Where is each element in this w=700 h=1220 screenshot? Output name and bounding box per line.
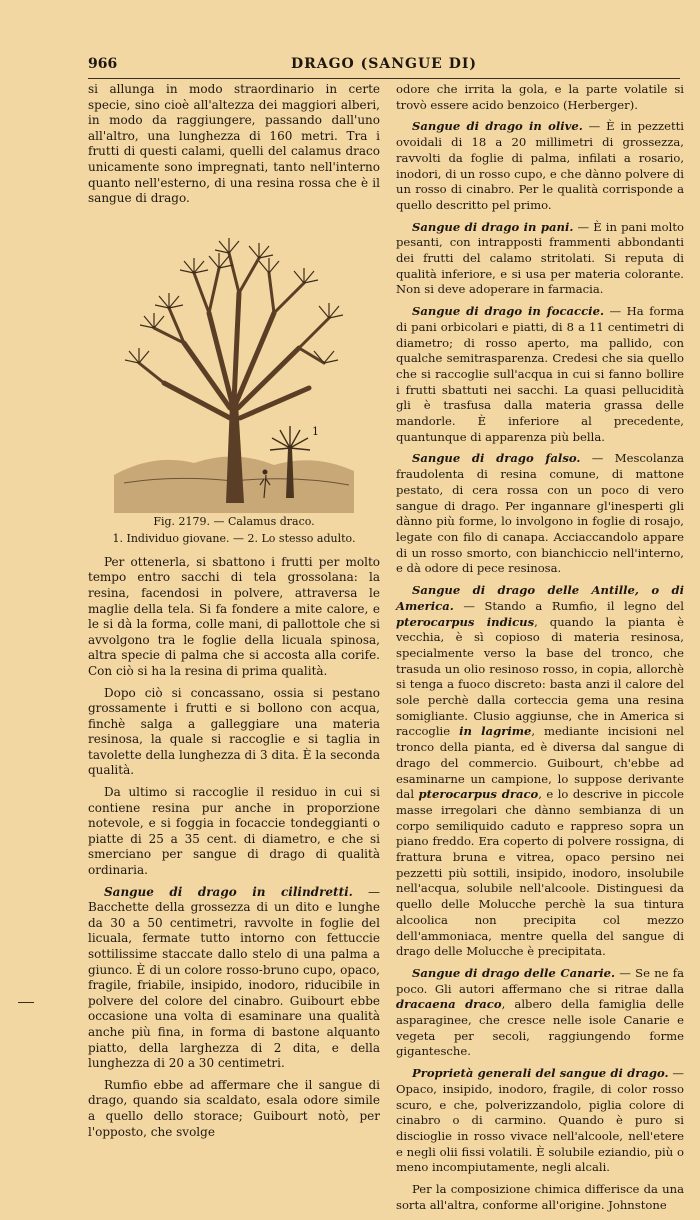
paragraph: Da ultimo si raccoglie il residuo in cui si contiene resina pur anche in proporzione notevole, e si foggia in focaccie tondeggianti o piatte di 25 a 35 cent. di diametro, e che si smerciano per sangue di drago di qualità ordinaria. (88, 785, 380, 878)
paragraph-text: — Se ne fa poco. Gli autori affermano che si ritrae dalla (396, 965, 684, 996)
paragraph: si allunga in modo straordinario in certe specie, sino cioè all'altezza dei maggiori alberi, in modo da raggiungere, passando dall'uno all'altro, una lunghezza di 160 metri. Tra i frutti di questi calami, quelli del calamus draco unicamente sono impregnati, tanto nell'interno quanto nell'esterno, di una resina rossa che è il sangue di drago. (88, 82, 380, 206)
page-header (88, 56, 680, 76)
paragraph-text: — È in pani molto pesanti, con intrapposti frammenti abbondanti dei frutti del calamo stritolati. Si reputa di qualità inferiore, e si usa per materia colorante. Non si deve adoperare in farmacia. (396, 219, 684, 297)
paragraph (396, 220, 684, 299)
paragraph (396, 1066, 684, 1176)
paragraph: odore che irrita la gola, e la parte volatile si trovò essere acido benzoico (Herberger). (396, 82, 684, 112)
paragraph-text: , e lo descrive in piccole masse irregolari che dànno sembianza di un corpo semiliquido caduto e rappreso sopra un piano freddo. Era coperto di polvere rossigna, di frattura bruna e vitrea, opaco persino nei pezzetti più sottili, insipido, inodoro, insolubile nell'acqua, solubile nell'alcoole. Distinguesi da quello delle Molucche perchè la sua tintura alcoolica non precipita col mezzo dell'ammoniaca, mentre quella del sangue di drago delle Molucche è precipitata. (396, 787, 684, 959)
section-lead: Sangue di drago in focaccie. (412, 304, 604, 319)
paragraph: Rumfio ebbe ad affermare che il sangue di drago, quando sia scaldato, esala odore simile a quello dello storace; Guibourt notò, per l'opposto, che svolge (88, 1077, 380, 1139)
paragraph-text: — Ha forma di pani orbicolari e piatti, di 8 a 11 centimetri di diametro; di rosso aperto, ma pallido, con qualche semitrasparenza. Credesi che sia quello che si raccoglie sull'acqua in cui si fanno bollire i frutti sbattuti nei sacchi. La quasi pellucidità gli è trasfusa dalla materia grassa delle mandorle. È inferiore al precedente, quantunque di apparenza più bella. (396, 304, 684, 444)
paragraph-text: , mediante incisioni nel tronco della pianta, ed è diversa dal sangue di drago del commercio. Guibourt, ch'ebbe ad esaminarne un campione, lo suppose derivante dal (396, 724, 684, 802)
figure-label-1: 1 (312, 424, 319, 438)
paragraph-text: — Bacchette della grossezza di un dito e lunghe da 30 a 50 centimetri, ravvolte in foglie del licuala, fermate tutto intorno con fettuccie sottilissime staccate dallo stelo di una palma a giunco. È di un colore rosso-bruno cupo, opaco, fragile, friabile, insipido, inodoro, riducibile in polvere del colore del cinabro. Guibourt ebbe occasione una volta di esaminare una qualità anche più fina, in forma di bastone alquanto piatto, della larghezza di 2 dita, e della lunghezza di 20 a 30 centimetri. (88, 884, 380, 1071)
running-title: DRAGO (SANGUE DI) (290, 56, 478, 72)
paragraph: Dopo ciò si concassano, ossia si pestano grossamente i frutti e si bollono con acqua, finchè salga a galleggiare una materia resinosa, la quale si raccoglie e si taglia in tavolette della lunghezza di 3 dita. È la seconda qualità. (88, 685, 380, 778)
paragraph-text: — È in pezzetti ovoidali di 18 a 20 millimetri di grossezza, ravvolti da foglie di palma, infilati a rosario, inodori, di un rosso cupo, e che dànno polvere di un rosso di cinabro. Per le qualità corrisponde a quello descritto pel primo. (396, 119, 684, 212)
dragon-tree-illustration (114, 213, 354, 513)
margin-mark (18, 1002, 34, 1003)
paragraph-text: — Opaco, insipido, inodoro, fragile, di color rosso scuro, e che, polverizzandolo, piglia colore di cinabro o di carmino. Quando è puro si discioglie in rosso vivace nell'alcoole, nell'etere e negli olii fissi volatili. È solubile eziandio, più o meno incompiutamente, negli alcali. (396, 1066, 684, 1175)
section-lead: Sangue di drago in pani. (412, 219, 574, 234)
paragraph-text: , quando la pianta è vecchia, è sì copioso di materia resinosa, specialmente verso la base del tronco, che trasuda un olio resinoso rosso, in copia, allorchè si tenga a fuoco discreto: basta anzi il calore del sole perchè dalla corteccia gema una resina somigliante. Clusio aggiunse, che in America si raccoglie (396, 614, 684, 739)
italic-term: pterocarpus draco (418, 787, 539, 802)
header-rule (88, 78, 680, 79)
paragraph-text: — Mescolanza fraudolenta di resina comune, di mattone pestato, di cera rossa con un poco di vero sangue di drago. Per ingannare gl'inesperti gli dànno più forme, lo involgono in foglie di rosajo, legate con filo di canapa. Acciaccandolo appare di un rosso smorto, con bianchiccio nell'interno, e dà odore di pece resinosa. (396, 451, 684, 576)
section-lead: Sangue di drago in olive. (412, 119, 583, 134)
paragraph: Per la composizione chimica differisce da una sorta all'altra, conforme all'origine. Johnstone (396, 1182, 684, 1212)
paragraph (88, 885, 380, 1072)
paragraph (396, 119, 684, 213)
section-lead: Proprietà generali del sangue di drago. (412, 1066, 669, 1081)
section-lead: Sangue di drago falso. (412, 451, 581, 466)
section-lead: Sangue di drago delle Antille, o di America. (396, 583, 684, 613)
left-column (88, 82, 380, 1146)
paragraph (396, 451, 684, 577)
figure (88, 213, 380, 545)
paragraph-text: , albero della famiglia delle asparaginee, che cresce nelle isole Canarie e vegeta per secoli, raggiungendo forme gigantesche. (396, 997, 684, 1059)
italic-term: pterocarpus indicus (396, 614, 535, 629)
right-column (396, 82, 684, 1220)
italic-term: in lagrime (459, 724, 532, 739)
figure-legend: 1. Individuo giovane. — 2. Lo stesso adulto. (112, 531, 356, 545)
paragraph (396, 966, 684, 1060)
figure-caption: Fig. 2179. — Calamus draco. (153, 514, 315, 528)
paragraph (396, 304, 684, 445)
paragraph: Per ottenerla, si sbattono i frutti per molto tempo entro sacchi di tela grossolana: la resina, facendosi in polvere, attraversa le maglie della tela. Si fa fondere a mite calore, e le si dà la forma, colle mani, di pallottole che si avvolgono tra le foglie della licuala spinosa, altra specie di palma che si accosta alla corife. Con ciò si ha la resina di prima qualità. (88, 554, 380, 678)
page-number: 966 (88, 56, 118, 72)
section-lead: Sangue di drago in cilindretti. (104, 884, 353, 899)
paragraph (396, 583, 684, 960)
section-lead: Sangue di drago delle Canarie. (412, 965, 616, 980)
italic-term: dracaena draco (396, 997, 502, 1012)
paragraph-text: — Stando a Rumfio, il legno del (453, 598, 684, 613)
